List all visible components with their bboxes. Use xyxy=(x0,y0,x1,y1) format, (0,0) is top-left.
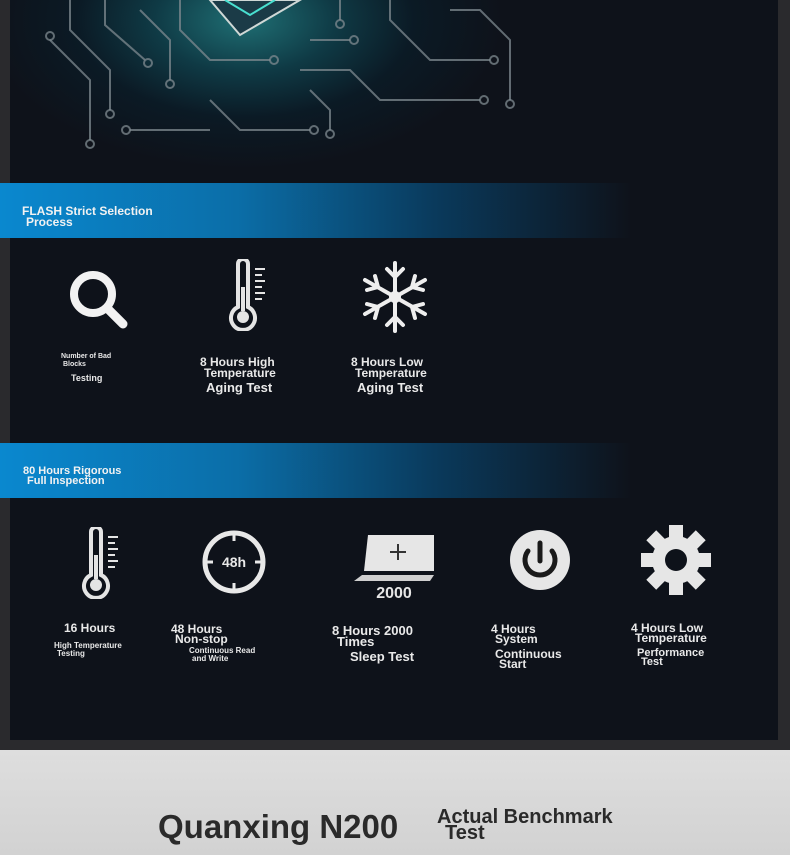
banner-80-hours xyxy=(0,443,790,498)
banner-title-line2: Full Inspection xyxy=(27,475,105,487)
magnifier-icon xyxy=(65,266,129,330)
clock-badge: 48h xyxy=(221,554,247,570)
laptop-icon xyxy=(352,531,436,603)
label-low-temp-performance: 4 Hours Low Temperature Performance Test xyxy=(631,621,707,668)
label-bad-blocks: Number of Bad Blocks Testing xyxy=(61,353,112,383)
power-icon xyxy=(507,527,573,593)
snowflake-icon xyxy=(360,261,430,333)
thermometer-icon xyxy=(78,527,123,599)
circuit-board-graphic xyxy=(10,0,778,175)
label-16-hours: 16 Hours High Temperature Testing xyxy=(54,621,122,658)
banner-title-line1: 80 Hours Rigorous xyxy=(23,465,122,477)
product-title: Quanxing N200 xyxy=(158,808,399,845)
banner-title-line1: FLASH Strict Selection xyxy=(22,204,153,218)
label-low-temp-aging: 8 Hours Low Temperature Aging Test xyxy=(351,355,427,395)
label-high-temp-aging: 8 Hours High Temperature Aging Test xyxy=(200,355,276,395)
label-continuous-start: 4 Hours System Continuous Start xyxy=(491,622,562,671)
laptop-badge: 2000 xyxy=(376,585,412,602)
label-48-hours: 48 Hours Non-stop Continuous Read and Write xyxy=(171,622,256,663)
banner-flash-selection xyxy=(0,183,790,238)
clock-48h-icon xyxy=(201,529,267,595)
thermometer-icon xyxy=(225,259,270,331)
gear-icon xyxy=(640,524,712,596)
label-sleep-test: 8 Hours 2000 Times Sleep Test xyxy=(332,623,415,664)
hero-circuit-area xyxy=(10,0,778,175)
banner-title-line2: Process xyxy=(26,215,73,229)
benchmark-title: Actual Benchmark Test xyxy=(437,806,613,844)
